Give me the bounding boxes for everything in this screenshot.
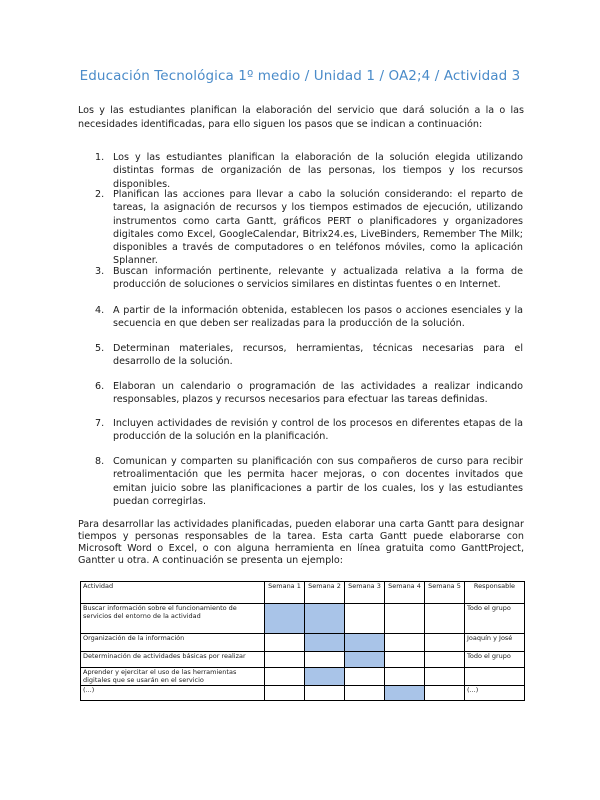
week-cell-active bbox=[345, 634, 385, 652]
week-cell bbox=[385, 668, 425, 686]
week-cell-active bbox=[265, 604, 305, 634]
step-number: 4. bbox=[95, 305, 105, 316]
week-cell-active bbox=[305, 604, 345, 634]
step-number: 1. bbox=[95, 152, 105, 163]
week-cell bbox=[305, 686, 345, 701]
responsible-cell bbox=[465, 668, 525, 686]
activity-cell: Determinación de actividades básicas por realizar bbox=[81, 652, 265, 668]
table-header-row bbox=[81, 582, 525, 604]
step-number: 2. bbox=[95, 189, 105, 200]
table-row bbox=[81, 634, 525, 652]
week-cell bbox=[345, 668, 385, 686]
step-text: Los y las estudiantes planifican la elaboración de la solución elegida utilizando distintas formas de organización de las personas, los tiempos y los recursos disponibles. bbox=[113, 152, 523, 190]
step-text: Buscan información pertinente, relevante y actualizada relativa a la forma de producción de soluciones o servicios similares en distintas fuentes o en Internet. bbox=[113, 266, 523, 291]
step-text: A partir de la información obtenida, establecen los pasos o acciones esenciales y la secuencia en que deben ser realizadas para la producción de la solución. bbox=[113, 305, 523, 330]
activity-cell: Aprender y ejercitar el uso de las herramientas digitales que se usarán en el servicio bbox=[81, 668, 265, 686]
step-text: Determinan materiales, recursos, herramientas, técnicas necesarias para el desarrollo de la solución. bbox=[113, 343, 523, 368]
activity-cell: Buscar información sobre el funcionamiento de servicios del entorno de la actividad bbox=[81, 604, 265, 634]
week-cell-active bbox=[345, 652, 385, 668]
header-week-2: Semana 2 bbox=[305, 582, 345, 604]
header-activity: Actividad bbox=[81, 582, 265, 604]
step-number: 8. bbox=[95, 456, 105, 467]
table-row bbox=[81, 604, 525, 634]
week-cell bbox=[385, 652, 425, 668]
week-cell bbox=[345, 686, 385, 701]
header-week-4: Semana 4 bbox=[385, 582, 425, 604]
table-row bbox=[81, 668, 525, 686]
week-cell bbox=[385, 634, 425, 652]
step-text: Planifican las acciones para llevar a cabo la solución considerando: el reparto de tareas, la asignación de recursos y los tiempos estimados de ejecución, utilizando instrumentos como carta Gantt, gráficos PERT o planificadores y organizadores digitales como Excel, GoogleCalendar, Bitrix24.es, LiveBinders, Remember The Milk; disponibles a través de computadores o en teléfonos móviles, como la aplicación Splanner. bbox=[113, 189, 523, 267]
header-week-1: Semana 1 bbox=[265, 582, 305, 604]
week-cell-active bbox=[305, 668, 345, 686]
table-row bbox=[81, 652, 525, 668]
week-cell bbox=[425, 668, 465, 686]
intro-paragraph: Los y las estudiantes planifican la elaboración del servicio que dará solución a la o las necesidades identificadas, para ello siguen los pasos que se indican a continuación: bbox=[78, 105, 524, 130]
week-cell-active bbox=[305, 634, 345, 652]
step-number: 7. bbox=[95, 418, 105, 429]
week-cell bbox=[385, 604, 425, 634]
header-week-5: Semana 5 bbox=[425, 582, 465, 604]
table-row bbox=[81, 686, 525, 701]
week-cell-active bbox=[385, 686, 425, 701]
step-text: Incluyen actividades de revisión y control de los procesos en diferentes etapas de la producción de la solución en la planificación. bbox=[113, 418, 523, 443]
activity-cell: (...) bbox=[81, 686, 265, 701]
responsible-cell: (...) bbox=[465, 686, 525, 701]
header-responsible: Responsable bbox=[465, 582, 525, 604]
week-cell bbox=[345, 604, 385, 634]
week-cell bbox=[265, 634, 305, 652]
week-cell bbox=[265, 652, 305, 668]
gantt-table bbox=[80, 581, 525, 701]
step-number: 6. bbox=[95, 381, 105, 392]
gantt-intro-paragraph: Para desarrollar las actividades planificadas, pueden elaborar una carta Gantt para designar tiempos y personas responsables de la tarea. Esta carta Gantt puede elaborarse con Microsoft Word o Excel, o con alguna herramienta en línea gratuita como GanttProject, Gantter u otra. A continuación se presenta un ejemplo: bbox=[78, 519, 524, 566]
step-text: Comunican y comparten su planificación con sus compañeros de curso para recibir retroalimentación que les permita hacer mejoras, o con docentes invitados que emitan juicio sobre las planificaciones a partir de los cuales, los y las estudiantes puedan corregirlas. bbox=[113, 456, 523, 507]
week-cell bbox=[425, 652, 465, 668]
step-number: 3. bbox=[95, 266, 105, 277]
week-cell bbox=[305, 652, 345, 668]
week-cell bbox=[425, 686, 465, 701]
week-cell bbox=[265, 686, 305, 701]
step-number: 5. bbox=[95, 343, 105, 354]
responsible-cell: Joaquín y José bbox=[465, 634, 525, 652]
week-cell bbox=[425, 604, 465, 634]
header-week-3: Semana 3 bbox=[345, 582, 385, 604]
week-cell bbox=[265, 668, 305, 686]
week-cell bbox=[425, 634, 465, 652]
page-title: Educación Tecnológica 1º medio / Unidad 1 / OA2;4 / Actividad 3 bbox=[79, 68, 521, 84]
responsible-cell: Todo el grupo bbox=[465, 604, 525, 634]
step-text: Elaboran un calendario o programación de las actividades a realizar indicando responsables, plazos y recursos necesarios para efectuar las tareas definidas. bbox=[113, 381, 523, 406]
activity-cell: Organización de la información bbox=[81, 634, 265, 652]
responsible-cell: Todo el grupo bbox=[465, 652, 525, 668]
